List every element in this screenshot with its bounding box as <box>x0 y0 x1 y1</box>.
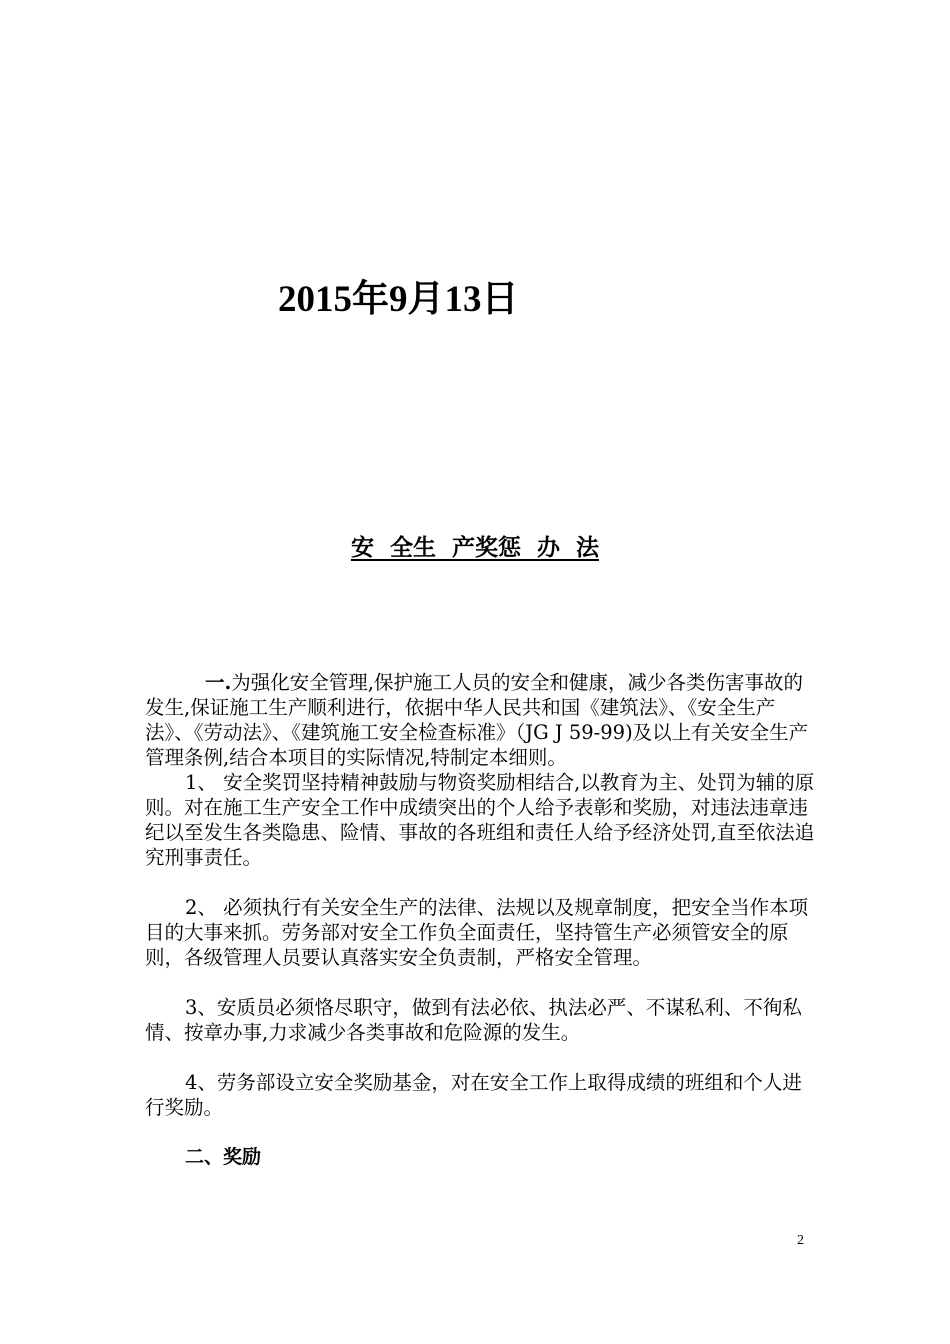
paragraph-item-2: 2、 必须执行有关安全生产的法律、法规以及规章制度，把安全当作本项目的大事来抓。劳务部对安全工作负全面责任，坚持管生产必须管安全的原则，各级管理人员要认真落实安全负责制，严格安全管理。 <box>145 896 809 969</box>
document-date: 2015年9月13日 <box>278 279 519 320</box>
paragraph-item-3: 3、安质员必须恪尽职守，做到有法必依、执法必严、不谋私利、不徇私情、按章办事,力求减少各类事故和危险源的发生。 <box>145 996 802 1044</box>
document-body <box>145 670 815 1170</box>
paragraph-number: 一. <box>205 671 232 694</box>
section-heading: 二、奖励 <box>185 1146 262 1168</box>
paragraph-item-4: 4、劳务部设立安全奖励基金，对在安全工作上取得成绩的班组和个人进行奖励。 <box>145 1071 802 1119</box>
paragraph-text: 为强化安全管理,保护施工人员的安全和健康，减少各类伤害事故的发生,保证施工生产顺利进行，依据中华人民共和国《建筑法》、《安全生产法》、《劳动法》、《建筑施工安全检查标准》（JG J 59-99)及以上有关安全生产管理条例,结合本项目的实际情况,特制定本细则。 <box>145 671 809 769</box>
document-title: 安 全生 产奖惩 办 法 <box>350 535 600 561</box>
paragraph-intro <box>145 670 815 770</box>
paragraph-item-1: 1、 安全奖罚坚持精神鼓励与物资奖励相结合,以教育为主、处罚为辅的原则。对在施工生产安全工作中成绩突出的个人给予表彰和奖励，对违法违章违纪以至发生各类隐患、险情、事故的各班组和责任人给予经济处罚,直至依法追究刑事责任。 <box>145 771 815 869</box>
page-number: 2 <box>797 1233 804 1248</box>
